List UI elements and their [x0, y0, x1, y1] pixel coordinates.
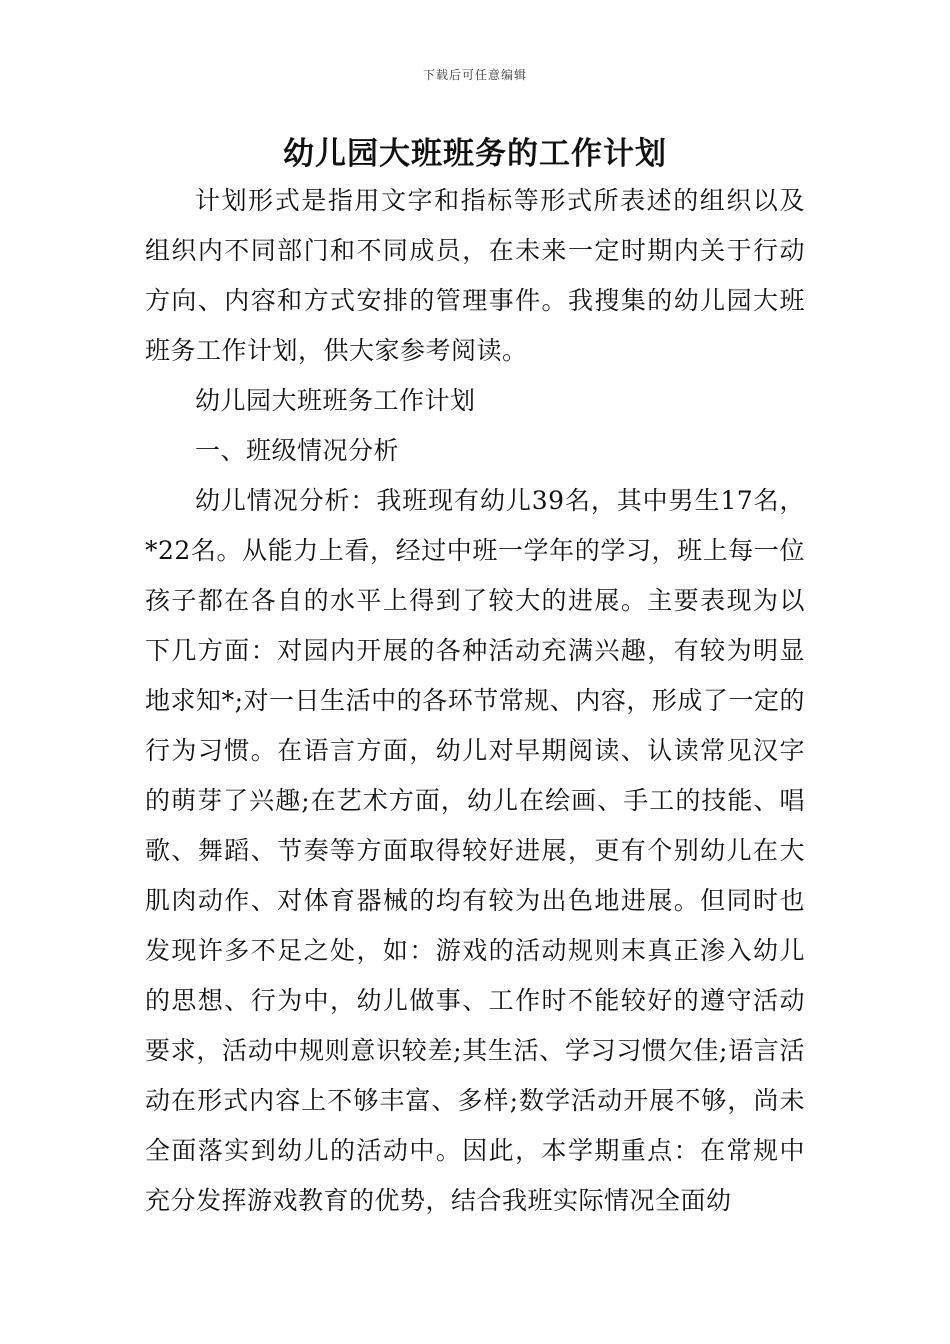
intro-paragraph: 计划形式是指用文字和指标等形式所表述的组织以及组织内不同部门和不同成员，在未来一定时期内关于行动方向、内容和方式安排的管理事件。我搜集的幼儿园大班班务工作计划，供大家参考阅读。 — [145, 186, 805, 365]
plan-heading: 幼儿园大班班务工作计划 — [195, 386, 476, 415]
header-note: 下载后可任意编辑 — [422, 68, 527, 82]
analysis-paragraph: 幼儿情况分析：我班现有幼儿39名，其中男生17名，*22名。从能力上看，经过中班一学年的学习，班上每一位孩子都在各自的水平上得到了较大的进展。主要表现为以下几方面：对园内开展的各种活动充满兴趣，有较为明显地求知*;对一日生活中的各环节常规、内容，形成了一定的行为习惯。在语言方面，幼儿对早期阅读、认读常见汉字的萌芽了兴趣;在艺术方面，幼儿在绘画、手工的技能、唱歌、舞蹈、节奏等方面取得较好进展，更有个别幼儿在大肌肉动作、对体育器械的均有较为出色地进展。但同时也发现许多不足之处，如：游戏的活动规则末真正渗入幼儿的思想、行为中，幼儿做事、工作时不能较好的遵守活动要求，活动中规则意识较差;其生活、学习习惯欠佳;语言活动在形式内容上不够丰富、多样;数学活动开展不够，尚未全面落实到幼儿的活动中。因此，本学期重点：在常规中充分发挥游戏教育的优势，结合我班实际情况全面幼 — [145, 486, 805, 1215]
section-heading: 一、班级情况分析 — [195, 436, 400, 465]
document-title: 幼儿园大班班务的工作计划 — [283, 136, 667, 172]
document-body — [145, 176, 805, 1226]
